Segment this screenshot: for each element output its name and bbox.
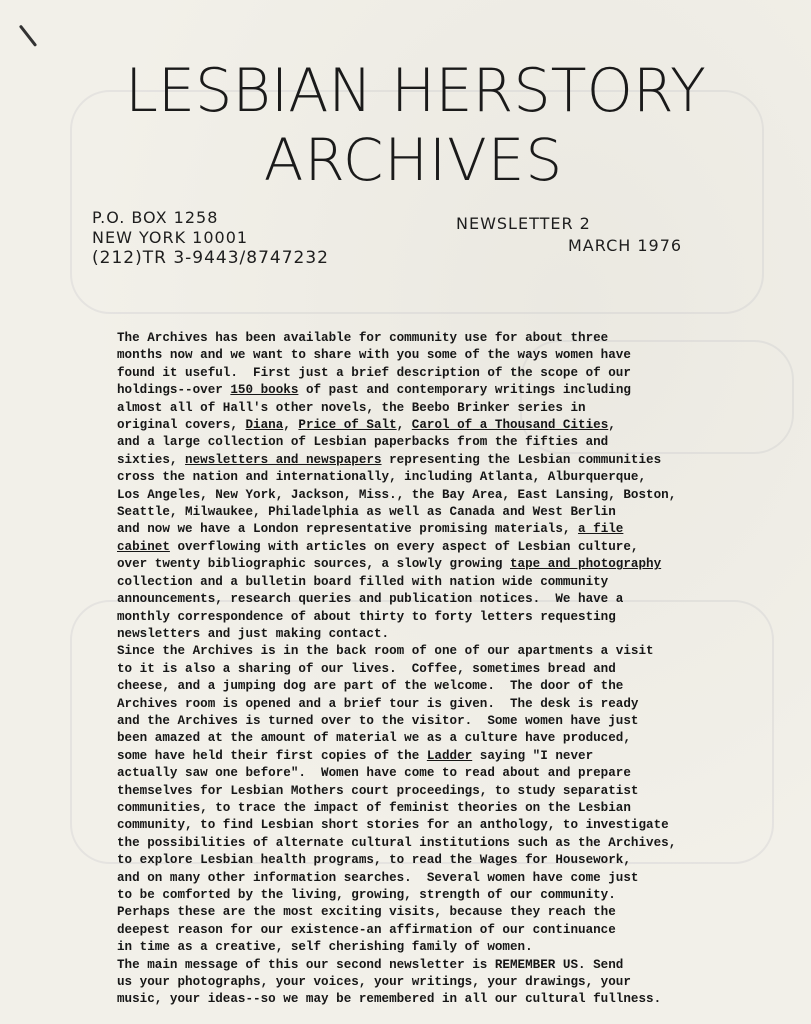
body-line bbox=[117, 469, 807, 486]
body-line bbox=[117, 504, 807, 521]
body-text-segment: newsletters and just making contact. bbox=[117, 626, 390, 641]
underlined-text: cabinet bbox=[117, 539, 170, 554]
body-line bbox=[117, 382, 807, 399]
body-line bbox=[117, 852, 807, 869]
body-text-segment: music, your ideas--so we may be remembered in all our cultural fullness. bbox=[117, 992, 662, 1007]
body-text-segment: , bbox=[608, 418, 616, 433]
body-line bbox=[117, 539, 807, 556]
body-line bbox=[117, 661, 807, 678]
body-text-segment: the possibilities of alternate cultural institutions such as the Archives, bbox=[117, 835, 677, 850]
body-text-segment: community, to find Lesbian short stories for an anthology, to investigate bbox=[117, 818, 669, 833]
city-zip: NEW YORK 10001 bbox=[92, 228, 249, 247]
body-text-segment: Archives room is opened and a brief tour is given. The desk is ready bbox=[117, 696, 639, 711]
body-line bbox=[117, 452, 807, 469]
body-text-segment: Seattle, Milwaukee, Philadelphia as well as Canada and West Berlin bbox=[117, 505, 616, 520]
body-line bbox=[117, 365, 807, 382]
body-line bbox=[117, 748, 807, 765]
underlined-text: tape and photography bbox=[510, 557, 662, 572]
body-text-segment: representing the Lesbian communities bbox=[381, 452, 662, 467]
underlined-text: Diana bbox=[245, 418, 284, 433]
po-box: P.O. BOX 1258 bbox=[92, 208, 219, 227]
body-line bbox=[117, 817, 807, 834]
archive-title-line2: ARCHIVES bbox=[263, 126, 564, 194]
body-text-segment: , bbox=[396, 418, 412, 433]
body-line bbox=[117, 400, 807, 417]
body-line bbox=[117, 783, 807, 800]
underlined-text: Carol of a Thousand Cities bbox=[411, 418, 609, 433]
underlined-text: 150 books bbox=[230, 383, 299, 398]
body-line bbox=[117, 800, 807, 817]
body-text-segment: to be comforted by the living, growing, strength of our community. bbox=[117, 888, 616, 902]
body-text-segment: some have held their first copies of the bbox=[117, 748, 427, 763]
body-line bbox=[117, 991, 807, 1008]
body-text-segment: in time as a creative, self cherishing family of women. bbox=[117, 940, 533, 955]
body-text-segment: and a large collection of Lesbian paperbacks from the fifties and bbox=[117, 435, 609, 450]
body-line bbox=[117, 713, 807, 730]
body-line bbox=[117, 521, 807, 538]
body-line bbox=[117, 765, 807, 782]
body-line bbox=[117, 887, 807, 904]
body-text-segment: , bbox=[283, 418, 299, 433]
phone-number: (212)TR 3-9443/8747232 bbox=[92, 248, 329, 268]
underlined-text: newsletters and newspapers bbox=[185, 452, 382, 467]
body-line bbox=[117, 626, 807, 643]
body-text-segment: original covers, bbox=[117, 418, 246, 433]
body-text-segment: over twenty bibliographic sources, a slowly growing bbox=[117, 557, 510, 572]
body-line bbox=[117, 574, 807, 591]
body-line bbox=[117, 730, 807, 747]
body-text-segment: and on many other information searches. Several women have come just bbox=[117, 870, 639, 885]
body-line bbox=[117, 922, 807, 939]
body-text-segment: us your photographs, your voices, your writings, your drawings, your bbox=[117, 975, 631, 990]
body-line bbox=[117, 974, 807, 991]
body-text-segment: overflowing with articles on every aspect of Lesbian culture, bbox=[169, 539, 639, 554]
body-text-segment: found it useful. First just a brief description of the scope of our bbox=[117, 365, 631, 380]
body-line bbox=[117, 904, 807, 921]
body-text-segment: announcements, research queries and publication notices. We have a bbox=[117, 592, 624, 607]
body-line bbox=[117, 939, 807, 956]
newsletter-number: NEWSLETTER 2 bbox=[456, 214, 591, 233]
body-line bbox=[117, 434, 807, 451]
staple-mark bbox=[19, 25, 37, 47]
body-line bbox=[117, 330, 807, 347]
newsletter-issue-info bbox=[456, 213, 682, 257]
body-line bbox=[117, 643, 807, 660]
underlined-text: a file bbox=[578, 522, 624, 537]
body-line bbox=[117, 487, 807, 504]
body-line bbox=[117, 835, 807, 852]
body-text-segment: months now and we want to share with you some of the ways women have bbox=[117, 348, 631, 363]
body-text-segment: cross the nation and internationally, including Atlanta, Alburquerque, bbox=[117, 470, 647, 485]
underlined-text: Ladder bbox=[426, 748, 473, 763]
body-text-segment: collection and a bulletin board filled with nation wide community bbox=[117, 574, 609, 589]
body-text-segment: been amazed at the amount of material we as a culture have produced, bbox=[117, 731, 631, 746]
body-text-segment: to it is also a sharing of our lives. Coffee, sometimes bread and bbox=[117, 661, 616, 676]
body-line bbox=[117, 591, 807, 608]
body-text-segment: Los Angeles, New York, Jackson, Miss., the Bay Area, East Lansing, Boston, bbox=[117, 487, 677, 502]
body-text-segment: The main message of this our second newsletter is REMEMBER US. Send bbox=[117, 957, 624, 972]
body-text-segment: and the Archives is turned over to the visitor. Some women have just bbox=[117, 713, 639, 728]
body-line bbox=[117, 609, 807, 626]
mailing-address bbox=[92, 208, 329, 268]
newsletter-date: MARCH 1976 bbox=[568, 236, 683, 255]
body-text-segment: saying "I never bbox=[472, 748, 594, 763]
archive-title-line1: LESBIAN HERSTORY bbox=[125, 56, 706, 126]
body-text-segment: communities, to trace the impact of feminist theories on the Lesbian bbox=[117, 800, 631, 815]
body-text-segment: actually saw one before". Women have come to read about and prepare bbox=[117, 766, 631, 781]
newsletter-body bbox=[117, 330, 807, 1009]
body-text-segment: to explore Lesbian health programs, to read the Wages for Housework, bbox=[117, 853, 631, 868]
body-text-segment: Since the Archives is in the back room of one of our apartments a visit bbox=[117, 644, 654, 659]
body-text-segment: holdings--over bbox=[117, 383, 231, 398]
body-text-segment: almost all of Hall's other novels, the Beebo Brinker series in bbox=[117, 400, 586, 415]
body-text-segment: of past and contemporary writings including bbox=[298, 383, 631, 398]
body-line bbox=[117, 870, 807, 887]
body-text-segment: and now we have a London representative promising materials, bbox=[117, 522, 579, 537]
body-text-segment: themselves for Lesbian Mothers court proceedings, to study separatist bbox=[117, 783, 639, 798]
body-line bbox=[117, 347, 807, 364]
body-line bbox=[117, 696, 807, 713]
body-line bbox=[117, 678, 807, 695]
body-line bbox=[117, 417, 807, 434]
underlined-text: Price of Salt bbox=[298, 418, 397, 433]
body-text-segment: cheese, and a jumping dog are part of the welcome. The door of the bbox=[117, 679, 624, 694]
body-text-segment: monthly correspondence of about thirty to forty letters requesting bbox=[117, 609, 616, 624]
body-line bbox=[117, 957, 807, 974]
body-text-segment: sixties, bbox=[117, 452, 186, 467]
body-text-segment: deepest reason for our existence-an affirmation of our continuance bbox=[117, 922, 616, 937]
body-line bbox=[117, 556, 807, 573]
body-text-segment: Perhaps these are the most exciting visits, because they reach the bbox=[117, 905, 616, 920]
body-text-segment: The Archives has been available for community use for about three bbox=[117, 331, 609, 345]
